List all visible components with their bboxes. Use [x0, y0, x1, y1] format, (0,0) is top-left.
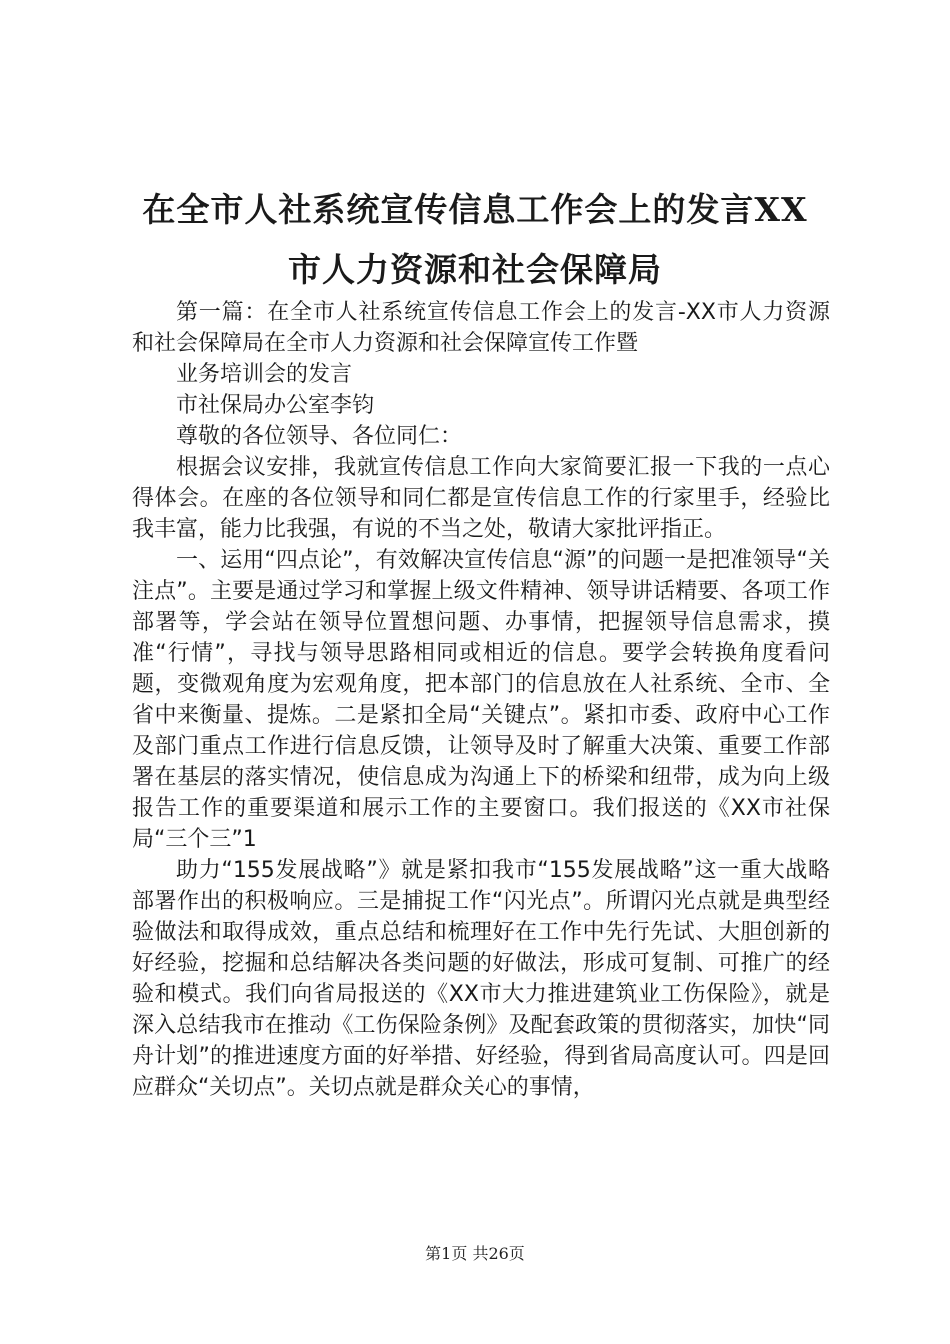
document-title-line-2: 市人力资源和社会保障局: [288, 250, 662, 289]
paragraph-section-one-continued: 助力“155发展战略”》就是紧扣我市“155发展战略”这一重大战略部署作出的积极响应。三是捕捉工作“闪光点”。所谓闪光点就是典型经验做法和取得成效，重点总结和梳理好在工作中先行先试、大胆创新的好经验，挖掘和总结解决各类问题的好做法，形成可复制、可推广的经验和模式。我们向省局报送的《XX市大力推进建筑业工伤保险》，就是深入总结我市在推动《工伤保险条例》及配套政策的贯彻落实，加快“同舟计划”的推进速度方面的好举措、好经验，得到省局高度认可。四是回应群众“关切点”。关切点就是群众关心的事情，: [132, 858, 830, 1100]
page-footer: 第1页 共26页: [425, 1244, 525, 1263]
paragraph-title-continued: 业务培训会的发言: [176, 362, 353, 387]
paragraph-first-article: 第一篇：在全市人社系统宣传信息工作会上的发言-XX市人力资源和社会保障局在全市人力资源和社会保障宣传工作暨: [132, 300, 830, 356]
document-title-line-1: 在全市人社系统宣传信息工作会上的发言XX: [142, 190, 808, 229]
paragraph-salutation: 尊敬的各位领导、各位同仁：: [176, 424, 463, 449]
paragraph-author: 市社保局办公室李钧: [176, 393, 375, 418]
paragraph-section-one: 一、运用“四点论”，有效解决宣传信息“源”的问题一是把准领导“关注点”。主要是通过学习和掌握上级文件精神、领导讲话精要、各项工作部署等，学会站在领导位置想问题、办事情，把握领导信息需求，摸准“行情”，寻找与领导思路相同或相近的信息。要学会转换角度看问题，变微观角度为宏观角度，把本部门的信息放在人社系统、全市、全省中来衡量、提炼。二是紧扣全局“关键点”。紧扣市委、政府中心工作及部门重点工作进行信息反馈，让领导及时了解重大决策、重要工作部署在基层的落实情况，使信息成为沟通上下的桥梁和纽带，成为向上级报告工作的重要渠道和展示工作的主要窗口。我们报送的《XX市社保局“三个三”1: [132, 548, 830, 852]
document-body: [132, 297, 830, 1103]
paragraph-intro: 根据会议安排，我就宣传信息工作向大家简要汇报一下我的一点心得体会。在座的各位领导和同仁都是宣传信息工作的行家里手，经验比我丰富，能力比我强，有说的不当之处，敬请大家批评指正。: [132, 455, 830, 542]
